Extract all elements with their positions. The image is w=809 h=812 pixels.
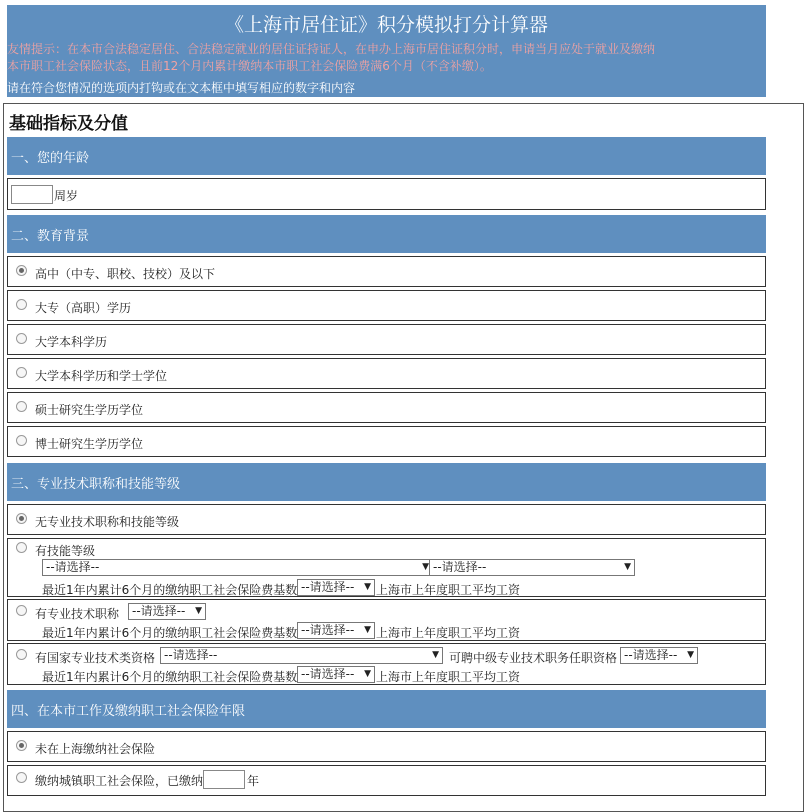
age-heading: 一、您的年龄	[7, 137, 766, 175]
pro-title-option[interactable]	[7, 599, 766, 641]
national-qualification-option[interactable]	[7, 643, 766, 685]
radio-button[interactable]	[16, 265, 27, 276]
dropdown-arrow-icon: ▼	[195, 606, 202, 616]
instruction-text: 请在符合您情况的选项内打钩或在文本框中填写相应的数字和内容	[7, 81, 356, 95]
education-heading: 二、教育背景	[7, 215, 766, 253]
radio-button[interactable]	[16, 740, 27, 751]
national-qualification-select[interactable]	[160, 647, 443, 664]
radio-button[interactable]	[16, 299, 27, 310]
education-option[interactable]	[7, 392, 766, 423]
education-option-label: 博士研究生学历学位	[35, 437, 144, 451]
dropdown-arrow-icon: ▼	[687, 650, 694, 660]
insurance-base-select[interactable]	[297, 579, 375, 596]
insurance-base-select[interactable]	[297, 622, 375, 639]
insurance-base-select-value: --请选择--	[301, 623, 355, 637]
pro-title-select[interactable]	[128, 603, 206, 620]
skills-none-option[interactable]	[7, 504, 766, 535]
page-title: 《上海市居住证》积分模拟打分计算器	[224, 14, 548, 36]
radio-button[interactable]	[16, 772, 27, 783]
radio-button[interactable]	[16, 435, 27, 446]
insurance-paid-label: 缴纳城镇职工社会保险，已缴纳	[35, 774, 204, 788]
education-option-label: 高中（中专、职校、技校）及以下	[35, 267, 216, 281]
insurance-base-select[interactable]	[297, 666, 375, 683]
insurance-base-label: 最近1年内累计6个月的缴纳职工社会保险费基数	[42, 583, 298, 597]
insurance-base-label: 最近1年内累计6个月的缴纳职工社会保险费基数	[42, 670, 298, 684]
education-option-label: 大专（高职）学历	[35, 301, 132, 315]
radio-button[interactable]	[16, 649, 27, 660]
age-row	[7, 178, 766, 210]
insurance-base-suffix: 上海市上年度职工平均工资	[376, 583, 521, 597]
skill-type-select[interactable]	[42, 559, 433, 576]
age-input[interactable]	[11, 185, 53, 204]
skill-grade-select[interactable]	[429, 559, 635, 576]
education-option-label: 大学本科学历和学士学位	[35, 369, 168, 383]
education-option-label: 硕士研究生学历学位	[35, 403, 144, 417]
skills-none-label: 无专业技术职称和技能等级	[35, 515, 180, 529]
pro-title-select-value: --请选择--	[132, 604, 186, 618]
dropdown-arrow-icon: ▼	[364, 669, 371, 679]
education-option[interactable]	[7, 358, 766, 389]
mid-level-select[interactable]	[620, 647, 698, 664]
education-option[interactable]	[7, 290, 766, 321]
education-option[interactable]	[7, 426, 766, 457]
dropdown-arrow-icon: ▼	[624, 562, 631, 572]
dropdown-arrow-icon: ▼	[364, 625, 371, 635]
education-option[interactable]	[7, 256, 766, 287]
warning-line-1: 友情提示：在本市合法稳定居住、合法稳定就业的居住证持证人，在申办上海市居住证积分时，申请当月应处于就业及缴纳	[7, 42, 656, 56]
radio-button[interactable]	[16, 542, 27, 553]
insurance-base-label: 最近1年内累计6个月的缴纳职工社会保险费基数	[42, 626, 298, 640]
header-banner	[7, 5, 766, 97]
insurance-base-select-value: --请选择--	[301, 580, 355, 594]
mid-level-label: 可聘中级专业技术职务任职资格	[449, 651, 618, 665]
warning-text	[7, 41, 766, 75]
skill-type-select-value: --请选择--	[46, 560, 100, 574]
radio-button[interactable]	[16, 401, 27, 412]
radio-button[interactable]	[16, 367, 27, 378]
radio-button[interactable]	[16, 333, 27, 344]
insurance-heading: 四、在本市工作及缴纳职工社会保险年限	[7, 690, 766, 728]
education-option-label: 大学本科学历	[35, 335, 108, 349]
insurance-none-label: 未在上海缴纳社会保险	[35, 742, 156, 756]
insurance-paid-option[interactable]	[7, 765, 766, 796]
insurance-years-unit: 年	[247, 774, 260, 788]
dropdown-arrow-icon: ▼	[422, 562, 429, 572]
education-option[interactable]	[7, 324, 766, 355]
dropdown-arrow-icon: ▼	[364, 582, 371, 592]
mid-level-select-value: --请选择--	[624, 648, 678, 662]
national-qualification-label: 有国家专业技术类资格	[35, 651, 156, 665]
skills-heading: 三、专业技术职称和技能等级	[7, 463, 766, 501]
insurance-base-select-value: --请选择--	[301, 667, 355, 681]
dropdown-arrow-icon: ▼	[432, 650, 439, 660]
radio-button[interactable]	[16, 513, 27, 524]
pro-title-label: 有专业技术职称	[35, 607, 120, 621]
section-title: 基础指标及分值	[9, 114, 128, 134]
warning-line-2: 本市职工社会保险状态，且前12个月内累计缴纳本市职工社会保险费满6个月（不含补缴）。	[7, 59, 492, 73]
national-qualification-select-value: --请选择--	[164, 648, 218, 662]
insurance-base-suffix: 上海市上年度职工平均工资	[376, 626, 521, 640]
skill-level-label: 有技能等级	[35, 544, 96, 558]
insurance-years-input[interactable]	[203, 770, 245, 789]
skill-grade-select-value: --请选择--	[433, 560, 487, 574]
insurance-none-option[interactable]	[7, 731, 766, 762]
age-unit: 周岁	[54, 189, 79, 203]
radio-button[interactable]	[16, 605, 27, 616]
insurance-base-suffix: 上海市上年度职工平均工资	[376, 670, 521, 684]
skill-level-option[interactable]	[7, 538, 766, 597]
